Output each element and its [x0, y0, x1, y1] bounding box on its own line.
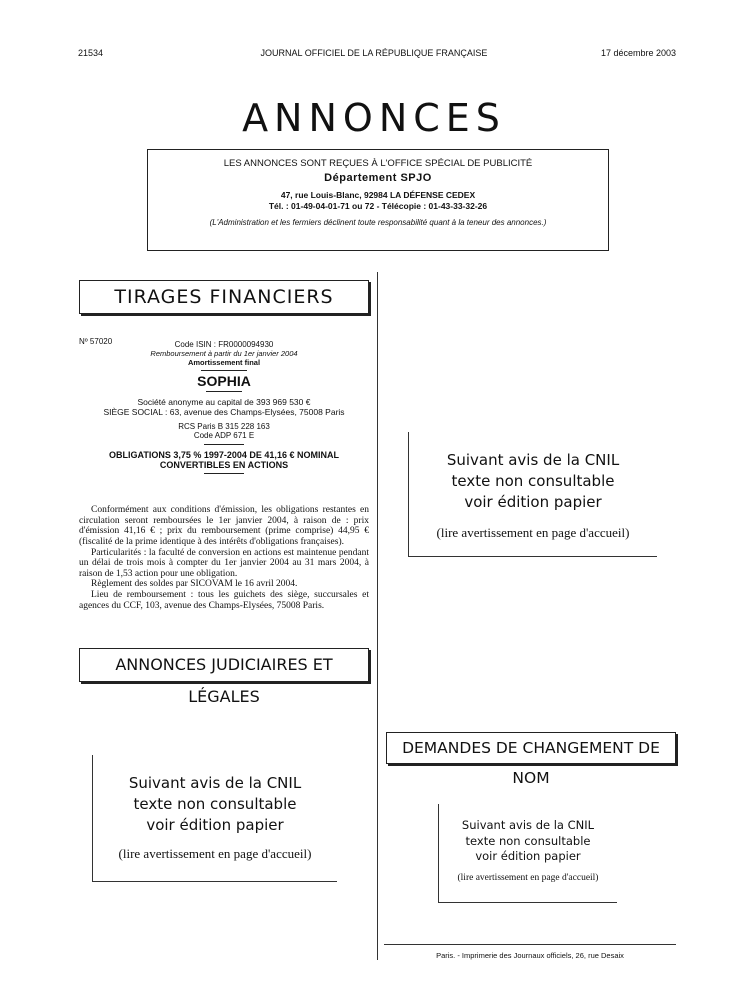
cnil-line-1: Suivant avis de la CNIL: [461, 818, 595, 832]
cnil-note: (lire avertissement en page d'accueil): [457, 872, 599, 883]
capital-line: Société anonyme au capital de 393 969 530 €: [137, 397, 311, 407]
convertibles-line: CONVERTIBLES EN ACTIONS: [159, 460, 289, 470]
notice-line: LES ANNONCES SONT REÇUES À L'OFFICE SPÉCIAL DE PUBLICITÉ: [223, 158, 533, 169]
notice-address: 47, rue Louis-Blanc, 92984 LA DÉFENSE CEDEX: [280, 189, 476, 200]
ad-header: [79, 340, 369, 474]
notice-department: Département SPJO: [324, 171, 432, 184]
amortissement-line: Amortissement final: [187, 358, 261, 367]
paragraph: Lieu de remboursement : tous les guichets des siège, succursales et agences du CCF, 103, avenue des Champs-Elysées, 75008 Paris.: [79, 590, 369, 611]
cnil-notice-box: [92, 755, 337, 882]
notice-phone: Tél. : 01-49-04-01-71 ou 72 - Télécopie : 01-43-33-32-26: [268, 201, 488, 212]
adp-line: Code ADP 671 E: [193, 431, 255, 440]
paragraph: Conformément aux conditions d'émission, les obligations restantes en circulation seront remboursées le 1er janvier 2004, à raison de : prix d'émission 41,16 € ; prix du remboursement (prime comprise) 44,95 € (fiscalité de la prime identique à des intérêts d'obligations françaises).: [79, 505, 369, 547]
notice-box: [147, 149, 609, 251]
section-tirages-financiers: TIRAGES FINANCIERS: [79, 280, 369, 314]
cnil-line-2: texte non consultable: [465, 833, 591, 848]
isin-code: Code ISIN : FR0000094930: [174, 340, 274, 349]
paragraph: Particularités : la faculté de conversion en actions est maintenue pendant un délai de trois mois à compter du 1er janvier 2004 au 31 mars 2004, à raison de 1,53 action pour une obligation.: [79, 547, 369, 579]
obligations-line: OBLIGATIONS 3,75 % 1997-2004 DE 41,16 € NOMINAL: [109, 450, 339, 460]
rcs-line: RCS Paris B 315 228 163: [178, 422, 270, 431]
cnil-line-3: voir édition papier: [146, 816, 284, 834]
footer-rule: [384, 944, 676, 945]
column-divider: [377, 272, 378, 960]
rule: [201, 370, 247, 371]
cnil-line-2: texte non consultable: [451, 472, 615, 490]
section-annonces-judiciaires: ANNONCES JUDICIAIRES ET LÉGALES: [79, 648, 369, 682]
page-title: ANNONCES: [242, 96, 506, 140]
cnil-notice-box: [438, 804, 617, 903]
paragraph: Règlement des soldes par SICOVAM le 16 avril 2004.: [91, 579, 298, 590]
page-number: 21534: [78, 48, 104, 58]
notice-disclaimer: (L'Administration et les fermiers déclinent toute responsabilité quant à la teneur des annonces.): [209, 217, 547, 227]
issue-date: 17 décembre 2003: [600, 48, 676, 58]
cnil-line-1: Suivant avis de la CNIL: [446, 451, 620, 469]
remboursement-line: Remboursement à partir du 1er janvier 2004: [150, 349, 298, 358]
rule: [206, 391, 242, 392]
cnil-line-3: voir édition papier: [475, 849, 581, 864]
cnil-note: (lire avertissement en page d'accueil): [118, 846, 312, 861]
printer-footer: Paris. - Imprimerie des Journaux officiels, 26, rue Desaix: [436, 951, 624, 960]
ad-body: [79, 505, 369, 611]
cnil-line-1: Suivant avis de la CNIL: [128, 774, 302, 792]
cnil-line-2: texte non consultable: [133, 795, 297, 813]
company-name: SOPHIA: [197, 373, 251, 389]
rule: [204, 473, 244, 474]
siege-line: SIÈGE SOCIAL : 63, avenue des Champs-Elysées, 75008 Paris: [103, 407, 345, 417]
journal-title: JOURNAL OFFICIEL DE LA RÉPUBLIQUE FRANÇAISE: [260, 48, 488, 58]
cnil-notice-box: [408, 432, 657, 557]
ad-number: Nº 57020: [79, 337, 113, 346]
cnil-line-3: voir édition papier: [464, 493, 602, 511]
rule: [204, 444, 244, 445]
section-demandes-changement-nom: DEMANDES DE CHANGEMENT DE NOM: [386, 732, 676, 764]
cnil-note: (lire avertissement en page d'accueil): [436, 525, 630, 540]
